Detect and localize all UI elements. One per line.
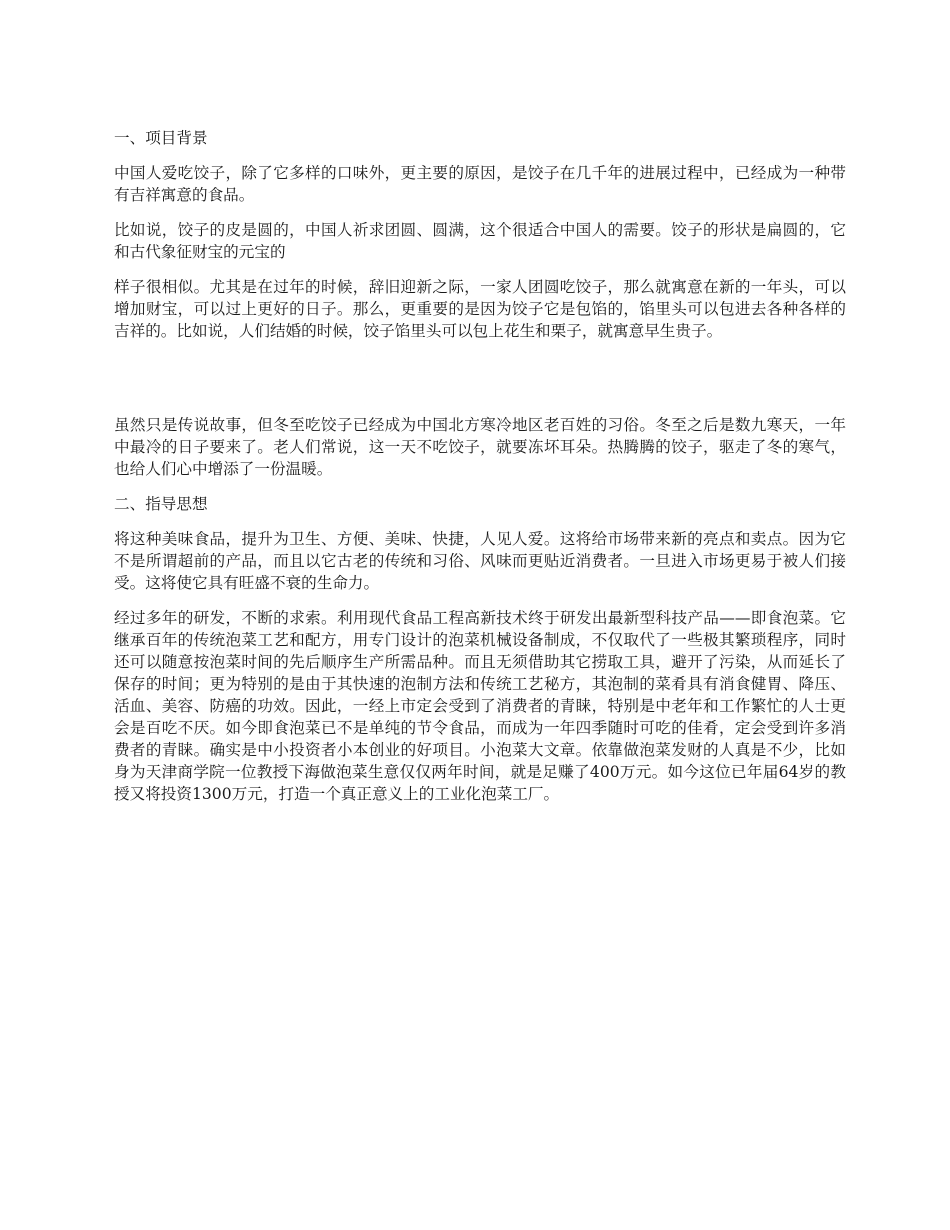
section-heading-background: 一、项目背景 bbox=[114, 129, 208, 147]
paragraph-guidance: 将这种美味食品，提升为卫生、方便、美味、快捷，人见人爱。这将给市场带来新的亮点和卖点。因为它不是所谓超前的产品，而且以它古老的传统和习俗、风味而更贴近消费者。一旦进入市场更易于被人们接受。这将使它具有旺盛不衰的生命力。 bbox=[114, 530, 846, 592]
paragraph-pickle-product: 经过多年的研发，不断的求索。利用现代食品工程高新技术终于研发出最新型科技产品——即食泡菜。它继承百年的传统泡菜工艺和配方，用专门设计的泡菜机械设备制成，不仅取代了一些极其繁琐程序，同时还可以随意按泡菜时间的先后顺序生产所需品种。而且无须借助其它捞取工具，避开了污染，从而延长了保存的时间；更为特别的是由于其快速的泡制方法和传统工艺秘方，其泡制的菜肴具有消食健胃、降压、活血、美容、防癌的功效。因此，一经上市定会受到了消费者的青睐，特别是中老年和工作繁忙的人士更会是百吃不厌。如今即食泡菜已不是单纯的节令食品，而成为一年四季随时可吃的佳肴，定会受到许多消费者的青睐。确实是中小投资者小本创业的好项目。小泡菜大文章。依靠做泡菜发财的人真是不少，比如身为天津商学院一位教授下海做泡菜生意仅仅两年时间，就是足赚了400万元。如今这位已年届64岁的教授又将投资1300万元，打造一个真正意义上的工业化泡菜工厂。 bbox=[114, 609, 846, 803]
paragraph-dumpling-shape: 比如说，饺子的皮是圆的，中国人祈求团圆、圆满，这个很适合中国人的需要。饺子的形状是扁圆的，它和古代象征财宝的元宝的 bbox=[114, 221, 846, 261]
paragraph-winter-solstice: 虽然只是传说故事，但冬至吃饺子已经成为中国北方寒冷地区老百姓的习俗。冬至之后是数九寒天，一年中最冷的日子要来了。老人们常说，这一天不吃饺子，就要冻坏耳朵。热腾腾的饺子，驱走了冬的寒气，也给人们心中增添了一份温暖。 bbox=[114, 416, 846, 478]
paragraph-dumpling-intro: 中国人爱吃饺子，除了它多样的口味外，更主要的原因，是饺子在几千年的进展过程中，已经成为一种带有吉祥寓意的食品。 bbox=[114, 164, 846, 204]
section-heading-guidance: 二、指导思想 bbox=[114, 495, 208, 513]
paragraph-dumpling-meaning: 样子很相似。尤其是在过年的时候，辞旧迎新之际，一家人团圆吃饺子，那么就寓意在新的一年头，可以增加财宝，可以过上更好的日子。那么，更重要的是因为饺子它是包馅的，馅里头可以包进去各种各样的吉祥的。比如说，人们结婚的时候，饺子馅里头可以包上花生和栗子，就寓意早生贵子。 bbox=[114, 278, 846, 340]
